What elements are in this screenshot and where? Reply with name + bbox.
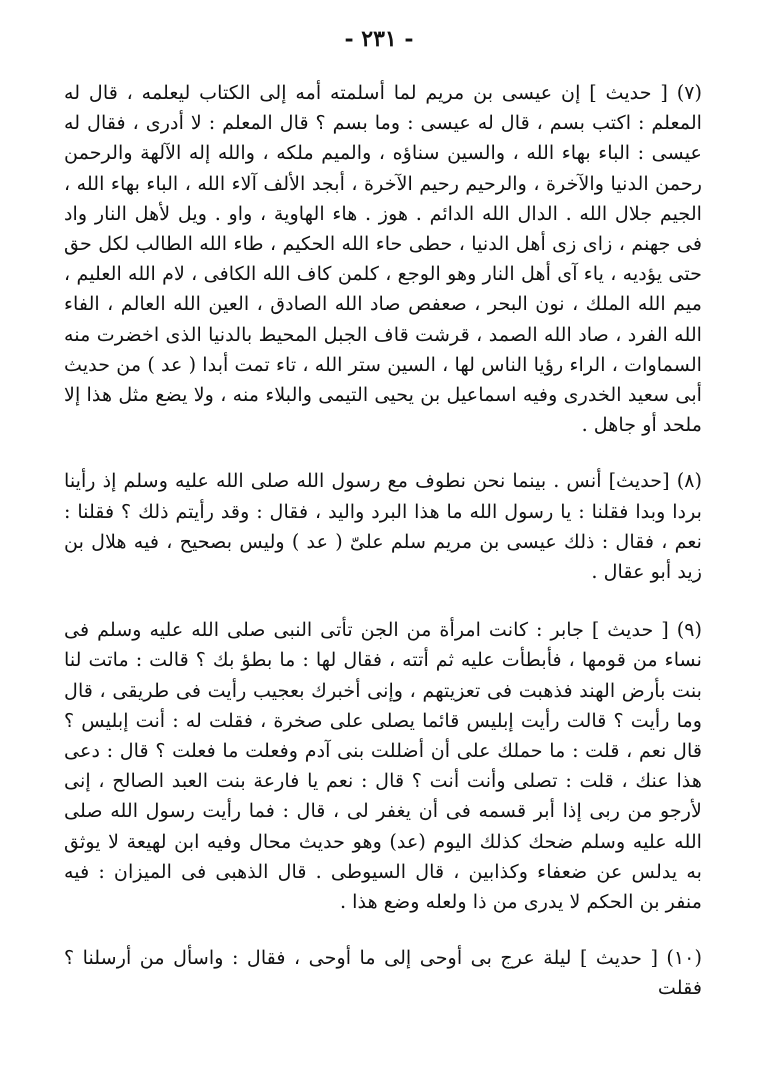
page-body [64,78,702,1004]
paragraph-spacer [64,440,702,466]
paragraph-spacer [64,917,702,943]
hadith-paragraph-10: (١٠) [ حديث ] ليلة عرج بى أوحى إلى ما أوحى ، فقال : واسأل من أرسلنا ؟ فقلت [64,946,702,1000]
hadith-paragraph-8: (٨) [حديث] أنس . بينما نحن نطوف مع رسول الله صلى الله عليه وسلم إذ رأينا بردا وبدا فقلنا : يا رسول الله ما هذا البرد واليد ، فقال : وقد رأيتم ذلك ؟ فقلنا : نعم ، فقال : ذلك عيسى بن مريم سلم علىّ ( عد ) وليس بصحيح ، فيه هلال بن زيد أبو عقال . [64,469,702,584]
page-number: - ٢٣١ - [344,26,414,52]
hadith-paragraph-7: (٧) [ حديث ] إن عيسى بن مريم لما أسلمته أمه إلى الكتاب ليعلمه ، قال له المعلم : اكتب بسم ، قال له عيسى : وما بسم ؟ قال المعلم : لا أدرى ، فقال له عيسى : الباء بهاء الله ، والسين سناؤه ، والميم ملكه ، والله إله الآلهة والرحمن رحمن الدنيا والآخرة ، والرحيم رحيم الآخرة ، أبجد الألف آلاء الله ، الباء بهاء الله ، الجيم جلال الله . الدال الله الدائم . هوز . هاء الهاوية ، واو . ويل لأهل النار واد فى جهنم ، زاى زى أهل الدنيا ، حطى حاء الله الحكيم ، طاء الله الطالب لكل حق حتى يؤديه ، ياء آى أهل النار وهو الوجع ، كلمن كاف الله الكافى ، لام الله العليم ، ميم الله الملك ، نون البحر ، صعفص صاد الله الصادق ، العين الله العالم ، الفاء الله الفرد ، صاد الله الصمد ، قرشت قاف الجبل المحيط بالدنيا الذى اخضرت منه السماوات ، الراء رؤيا الناس لها ، السين ستر الله ، تاء تمت أبدا ( عد ) من حديث أبى سعيد الخدرى وفيه اسماعيل بن يحيى التيمى والبلاء منه ، ولا يضع مثل هذا إلا ملحد أو جاهل . [64,81,702,437]
hadith-paragraph-9: (٩) [ حديث ] جابر : كانت امرأة من الجن تأتى النبى صلى الله عليه وسلم فى نساء من قومها ، فأبطأت عليه ثم أتته ، فقال لها : ما بطؤ بك ؟ قالت : ماتت لنا بنت بأرض الهند فذهبت فى تعزيتهم ، وإنى أخبرك بعجيب رأيت فى طريقى ، قال وما رأيت ؟ قالت رأيت إبليس قائما يصلى على صخرة ، فقلت له : أنت إبليس ؟ قال نعم ، قلت : ما حملك على أن أضللت بنى آدم وفعلت ما فعلت ؟ قال : دعى هذا عنك ، قلت : تصلى وأنت أنت ؟ قال : نعم يا فارعة بنت العبد الصالح ، إنى لأرجو من ربى إذا أبر قسمه فى أن يغفر لى ، قال : فما رأيت رسول الله صلى الله عليه وسلم ضحك كذلك اليوم (عد) وهو حديث محال وفيه ابن لهيعة لا يوثق به يدلس عن ضعفاء وكذابين ، قال السيوطى . قال الذهبى فى الميزان : فيه منفر بن الحكم لا يدرى من ذا ولعله وضع هذا . [64,618,702,914]
paragraph-spacer [64,587,702,615]
